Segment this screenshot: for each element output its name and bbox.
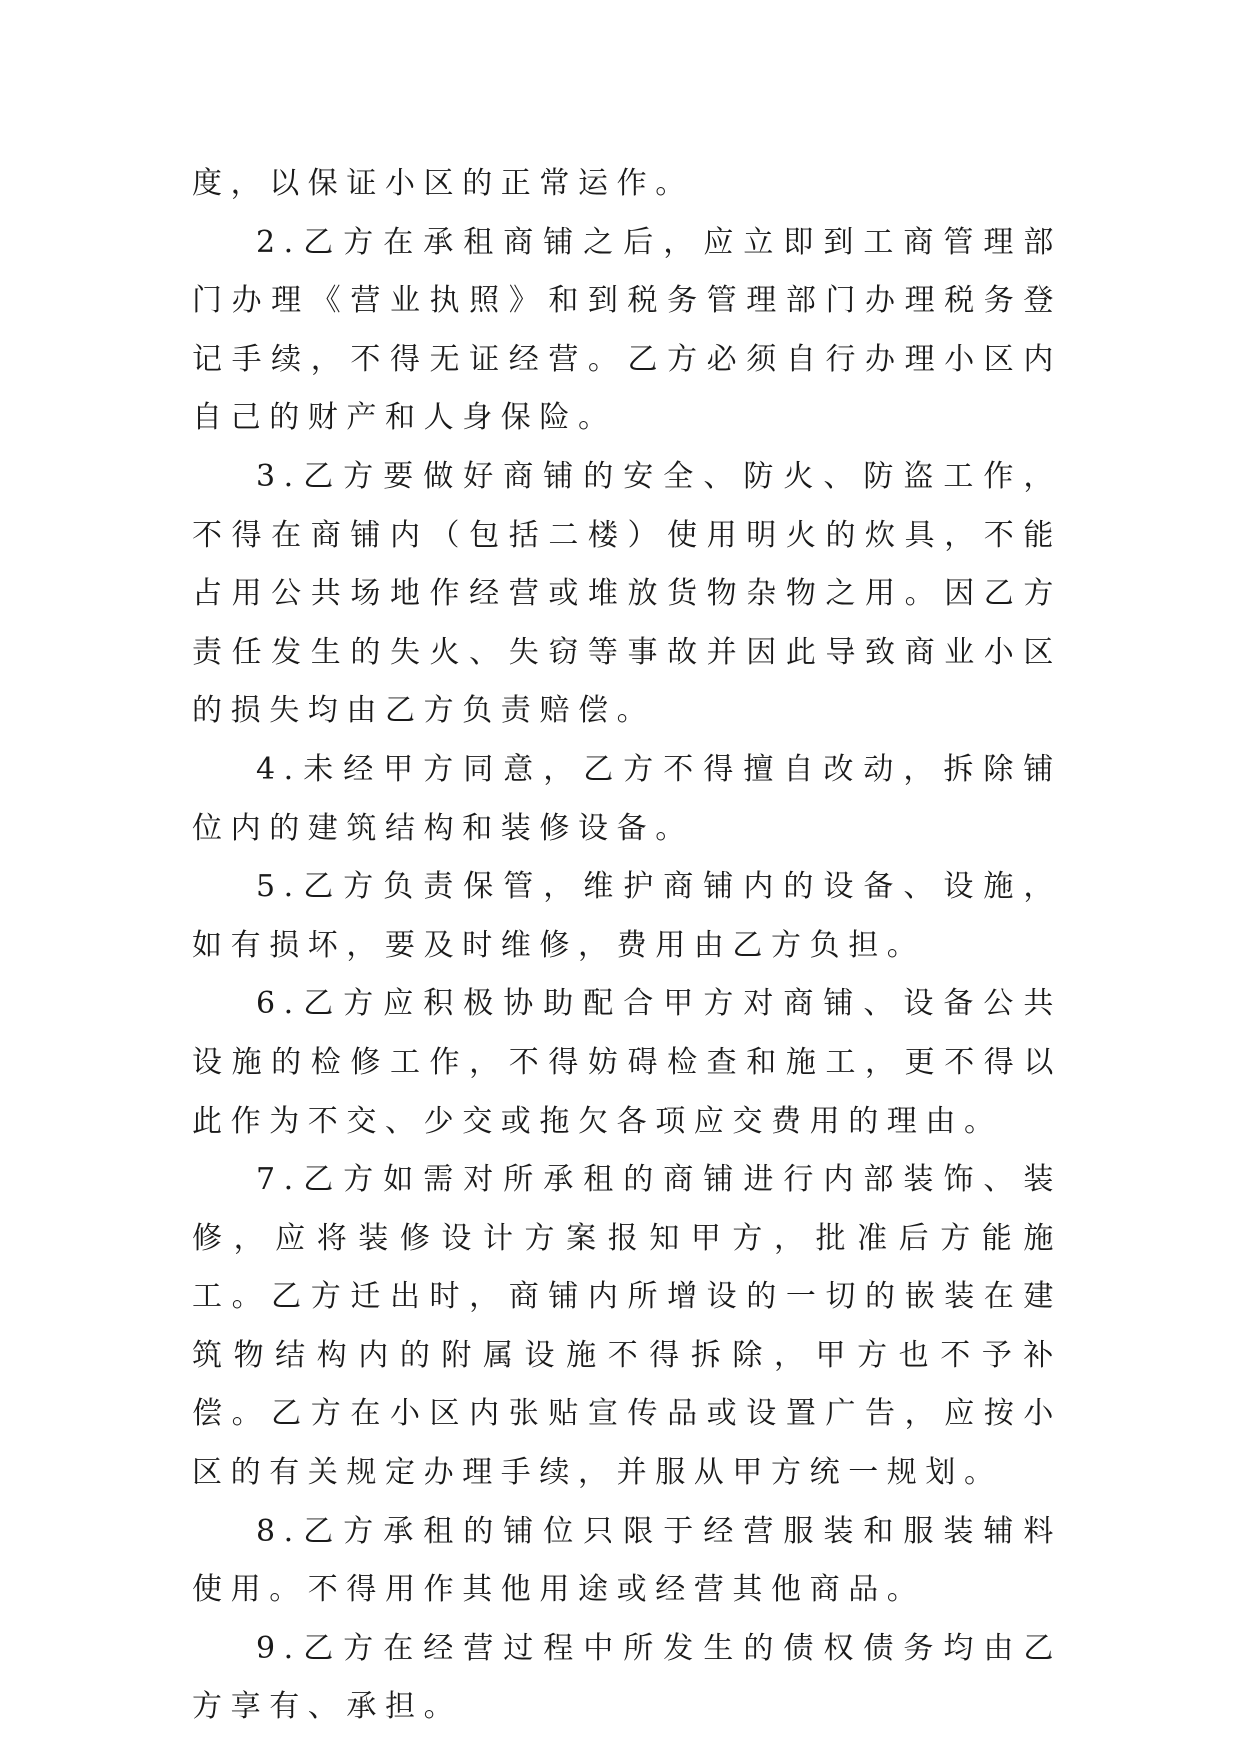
paragraph-continuation: 度，以保证小区的正常运作。 [192, 166, 694, 201]
paragraph-clause-6: 6.乙方应积极协助配合甲方对商铺、设备公共设施的检修工作，不得妨碍检查和施工，更不得以此作为不交、少交或拖欠各项应交费用的理由。 [192, 986, 1062, 1139]
paragraph-clause-7: 7.乙方如需对所承租的商铺进行内部装饰、装修，应将装修设计方案报知甲方，批准后方能施工。乙方迁出时，商铺内所增设的一切的嵌装在建筑物结构内的附属设施不得拆除，甲方也不予补偿。乙方在小区内张贴宣传品或设置广告，应按小区的有关规定办理手续，并服从甲方统一规划。 [192, 1162, 1062, 1491]
paragraph-clause-3: 3.乙方要做好商铺的安全、防火、防盗工作，不得在商铺内（包括二楼）使用明火的炊具，不能占用公共场地作经营或堆放货物杂物之用。因乙方责任发生的失火、失窃等事故并因此导致商业小区的损失均由乙方负责赔偿。 [192, 458, 1062, 729]
paragraph-clause-4: 4.未经甲方同意，乙方不得擅自改动，拆除铺位内的建筑结构和装修设备。 [192, 751, 1062, 846]
paragraph-clause-5: 5.乙方负责保管，维护商铺内的设备、设施，如有损坏，要及时维修，费用由乙方负担。 [192, 869, 1062, 963]
paragraph-clause-2: 2.乙方在承租商铺之后，应立即到工商管理部门办理《营业执照》和到税务管理部门办理税务登记手续，不得无证经营。乙方必须自行办理小区内自己的财产和人身保险。 [192, 224, 1062, 436]
paragraph-clause-9: 9.乙方在经营过程中所发生的债权债务均由乙方享有、承担。 [192, 1630, 1062, 1725]
paragraph-clause-8: 8.乙方承租的铺位只限于经营服装和服装辅料使用。不得用作其他用途或经营其他商品。 [192, 1513, 1062, 1608]
document-body [192, 155, 1062, 1737]
